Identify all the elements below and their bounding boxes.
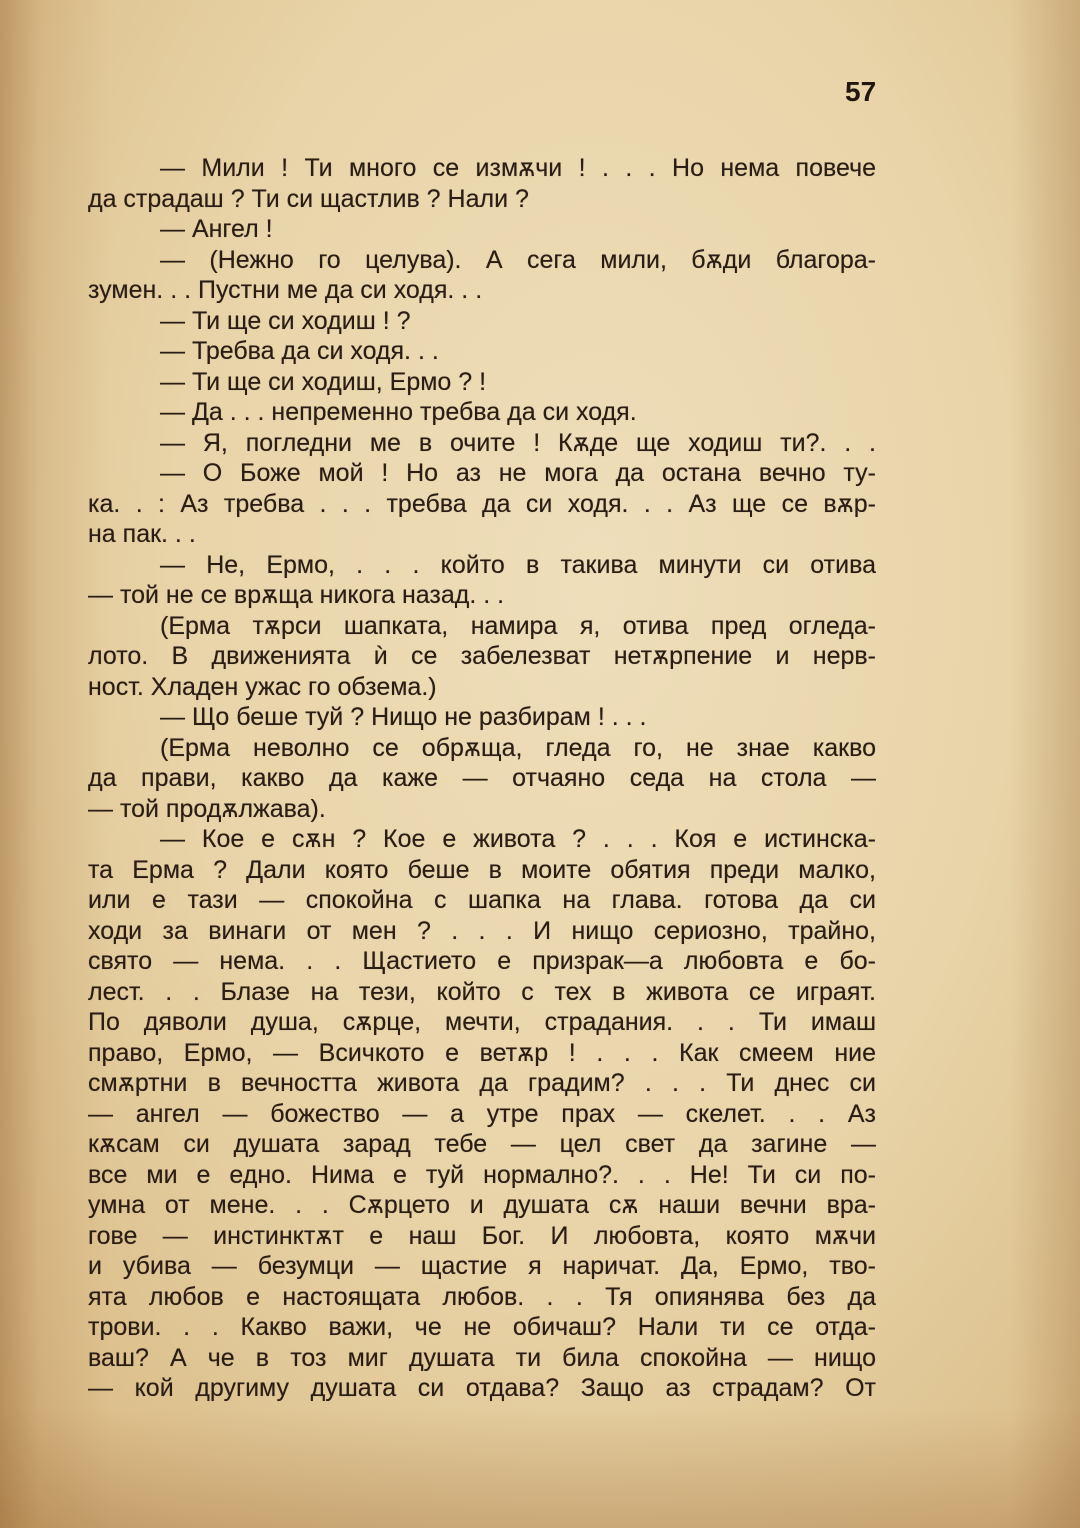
text-line: — Ти ще си ходиш ! ? [160, 306, 411, 335]
text-line: — Що беше туй ? Нищо не разбирам ! . . . [160, 703, 647, 731]
text-line: (Ерма неволно се обрѫща, гледа го, не знае какво [160, 733, 876, 762]
text-line: умна от мене. . . Сѫрцето и душата сѫ наши вечни вра- [88, 1191, 876, 1219]
page-text [88, 153, 876, 1404]
text-line: (Ерма тѫрси шапката, намира я, отива пред огледа- [160, 611, 876, 640]
text-line: По дяволи душа, сѫрце, мечти, страдания. . . Ти имаш [88, 1008, 876, 1036]
text-line: лото. В движенията ѝ се забелезват нетѫрпение и нерв- [88, 642, 876, 670]
text-line: ка. . : Аз требва . . . требва да си ходя. . . Аз ще се вѫр- [88, 489, 876, 518]
text-line: — Кое е сѫн ? Кое е живота ? . . . Коя е истинска- [160, 825, 876, 853]
text-line: и убива — безумци — щастие я наричат. Да, Ермо, тво- [88, 1252, 876, 1280]
text-line: кѫсам си душата зарад тебе — цел свет да загине — [88, 1130, 876, 1158]
text-line: — Требва да си ходя. . . [160, 337, 439, 365]
text-line: ходи за винаги от мен ? . . . И нищо сериозно, трайно, [88, 916, 876, 945]
text-line: трови. . . Какво важи, че не обичаш? Нали ти се отда- [88, 1313, 876, 1341]
text-line: лест. . . Блазе на тези, който с тех в живота се играят. [88, 977, 876, 1006]
page-number: 57 [845, 76, 877, 107]
text-line: — Я, погледни ме в очите ! Кѫде ще ходиш ти?. . . [160, 428, 876, 457]
text-line: — Ангел ! [160, 215, 273, 243]
text-line: — Не, Ермо, . . . който в такива минути си отива [160, 550, 876, 579]
text-line: — О Боже мой ! Но аз не мога да остана вечно ту- [160, 459, 876, 487]
text-line: смѫртни в вечността живота да градим? . . . Ти днес си [88, 1069, 876, 1097]
text-line: — той продѫлжава). [88, 794, 326, 823]
text-line: — ангел — божество — а утре прах — скелет. . . Аз [88, 1099, 876, 1128]
text-line: да страдаш ? Ти си щастлив ? Нали ? [88, 184, 529, 213]
text-line: — Да . . . непременно требва да си ходя. [160, 398, 637, 426]
text-line: да прави, какво да каже — отчаяно седа на стола — [88, 764, 876, 792]
text-line: свято — нема. . . Щастието е призрак—а любовта е бо- [88, 947, 876, 975]
text-line: зумен. . . Пустни ме да си ходя. . . [88, 276, 483, 304]
text-line: право, Ермо, — Всичкото е ветѫр ! . . . Как смеем ние [88, 1038, 876, 1067]
text-line: — Мили ! Ти много се измѫчи ! . . . Но нема повече [160, 154, 876, 182]
text-line: — кой другиму душата си отдава? Защо аз страдам? От [88, 1374, 876, 1402]
text-line: та Ерма ? Дали която беше в моите обятия преди малко, [88, 855, 876, 884]
text-line: ята любов е настоящата любов. . . Тя опиянява без да [88, 1282, 876, 1311]
text-line: — той не се врѫща никога назад. . . [88, 581, 505, 609]
text-line: на пак. . . [88, 520, 196, 548]
text-line: ност. Хладен ужас го обзема.) [88, 672, 437, 701]
text-line: — Ти ще си ходиш, Ермо ? ! [160, 367, 487, 396]
text-line: ваш? А че в тоз миг душата ти била спокойна — нищо [88, 1343, 876, 1372]
text-line: или е тази — спокойна с шапка на глава. готова да си [88, 886, 876, 914]
text-line: все ми е едно. Нима е туй нормално?. . . Не! Ти си по- [88, 1160, 876, 1189]
text-line: — (Нежно го целува). А сега мили, бѫди благора- [160, 245, 876, 274]
text-line: гове — инстинктѫт е наш Бог. И любовта, която мѫчи [88, 1221, 876, 1250]
